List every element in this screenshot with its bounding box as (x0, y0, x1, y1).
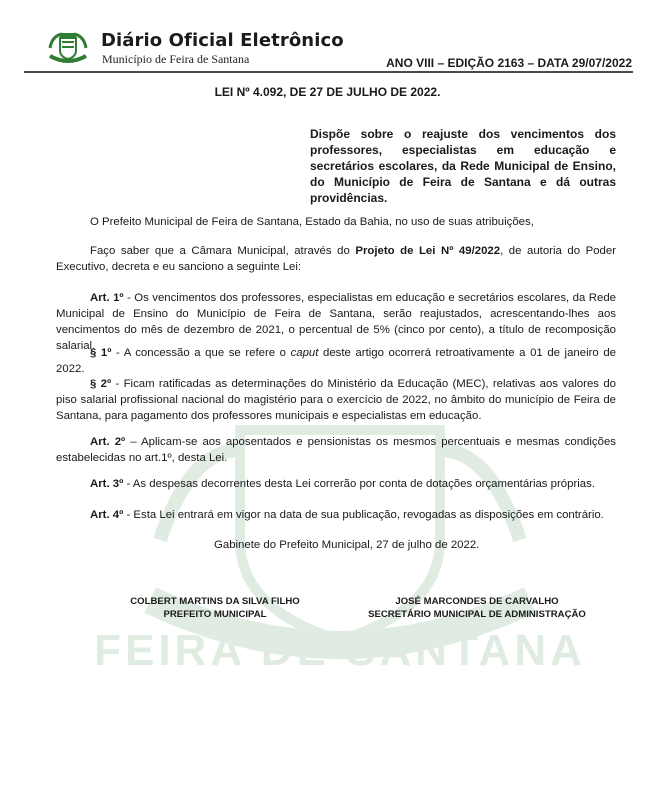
signer-role: SECRETÁRIO MUNICIPAL DE ADMINISTRAÇÃO (368, 609, 586, 620)
enactment (56, 243, 616, 275)
paragraph-2-text: - Ficam ratificadas as determinações do Ministério da Educação (MEC), relativas aos valores do piso salarial profissional nacional do magistério para o exercício de 2022, no âmbito do município de Feira de Santana, para pagamento dos professores municipais e especialistas em educação. (56, 378, 616, 422)
paragraph-2-label: § 2º (90, 378, 112, 390)
signature-secretary (352, 595, 602, 621)
watermark-text: FEIRA DE SANTANA (94, 626, 586, 675)
signer-name: JOSÉ MARCONDES DE CARVALHO (395, 596, 559, 607)
enactment-suffix: , de autoria do Poder Executivo, decreta e eu sanciono a seguinte Lei: (56, 245, 616, 273)
article-3-label: Art. 3º (90, 478, 124, 490)
signature-mayor (100, 595, 330, 621)
bill-reference: Projeto de Lei Nº 49/2022 (355, 245, 501, 257)
article-2 (56, 434, 616, 466)
signer-name: COLBERT MARTINS DA SILVA FILHO (130, 596, 300, 607)
gazette-header (0, 0, 655, 80)
gazette-title: Diário Oficial Eletrônico (101, 30, 344, 51)
signer-role: PREFEITO MUNICIPAL (163, 609, 267, 620)
article-3-text: - As despesas decorrentes desta Lei correrão por conta de dotações orçamentárias próprias. (123, 478, 595, 490)
preamble-text: O Prefeito Municipal de Feira de Santana, Estado da Bahia, no uso de suas atribuições, (90, 216, 534, 228)
gazette-subtitle: Município de Feira de Santana (102, 52, 250, 66)
preamble (56, 214, 616, 230)
closing-line (214, 537, 574, 553)
enactment-prefix: Faço saber que a Câmara Municipal, através do (90, 245, 356, 257)
paragraph-1-label: § 1º (90, 347, 112, 359)
article-4-text: - Esta Lei entrará em vigor na data de sua publicação, revogadas as disposições em contrário. (123, 509, 604, 521)
paragraph-2 (56, 376, 616, 424)
article-2-label: Art. 2º (90, 436, 126, 448)
article-3 (56, 476, 616, 492)
article-4 (56, 507, 616, 523)
city-crest-logo-icon (48, 30, 88, 64)
article-4-label: Art. 4º (90, 509, 124, 521)
article-1-text: - Os vencimentos dos professores, especialistas em educação e secretários escolares, da Rede Municipal de Ensino do Município de Feira de Santana, serão reajustados, acrescentando-lhes aos vencimentos do mês de dezembro de 2021, o percentual de 5% (cinco por cento), a título de recomposição salarial. (56, 292, 616, 352)
header-divider (24, 71, 633, 73)
law-ementa: Dispõe sobre o reajuste dos vencimentos dos professores, especialistas em educação e secretários escolares, da Rede Municipal de Ensino, do Município de Feira de Santana e dá outras providências. (310, 127, 616, 205)
paragraph-1-text-a: - A concessão a que se refere o (111, 347, 291, 359)
paragraph-1 (56, 345, 616, 377)
law-title: LEI Nº 4.092, DE 27 DE JULHO DE 2022. (214, 85, 441, 99)
article-1-label: Art. 1º (90, 292, 124, 304)
edition-info: ANO VIII – EDIÇÃO 2163 – DATA 29/07/2022 (386, 56, 632, 70)
paragraph-1-text-b: deste artigo ocorrerá retroativamente a 01 de janeiro de 2022. (56, 347, 616, 375)
closing-text: Gabinete do Prefeito Municipal, 27 de julho de 2022. (214, 539, 480, 551)
article-2-text: – Aplicam-se aos aposentados e pensionistas os mesmos percentuais e mesmas condições estabelecidas no art.1º, desta Lei. (56, 436, 616, 464)
caput-term: caput (290, 347, 319, 359)
